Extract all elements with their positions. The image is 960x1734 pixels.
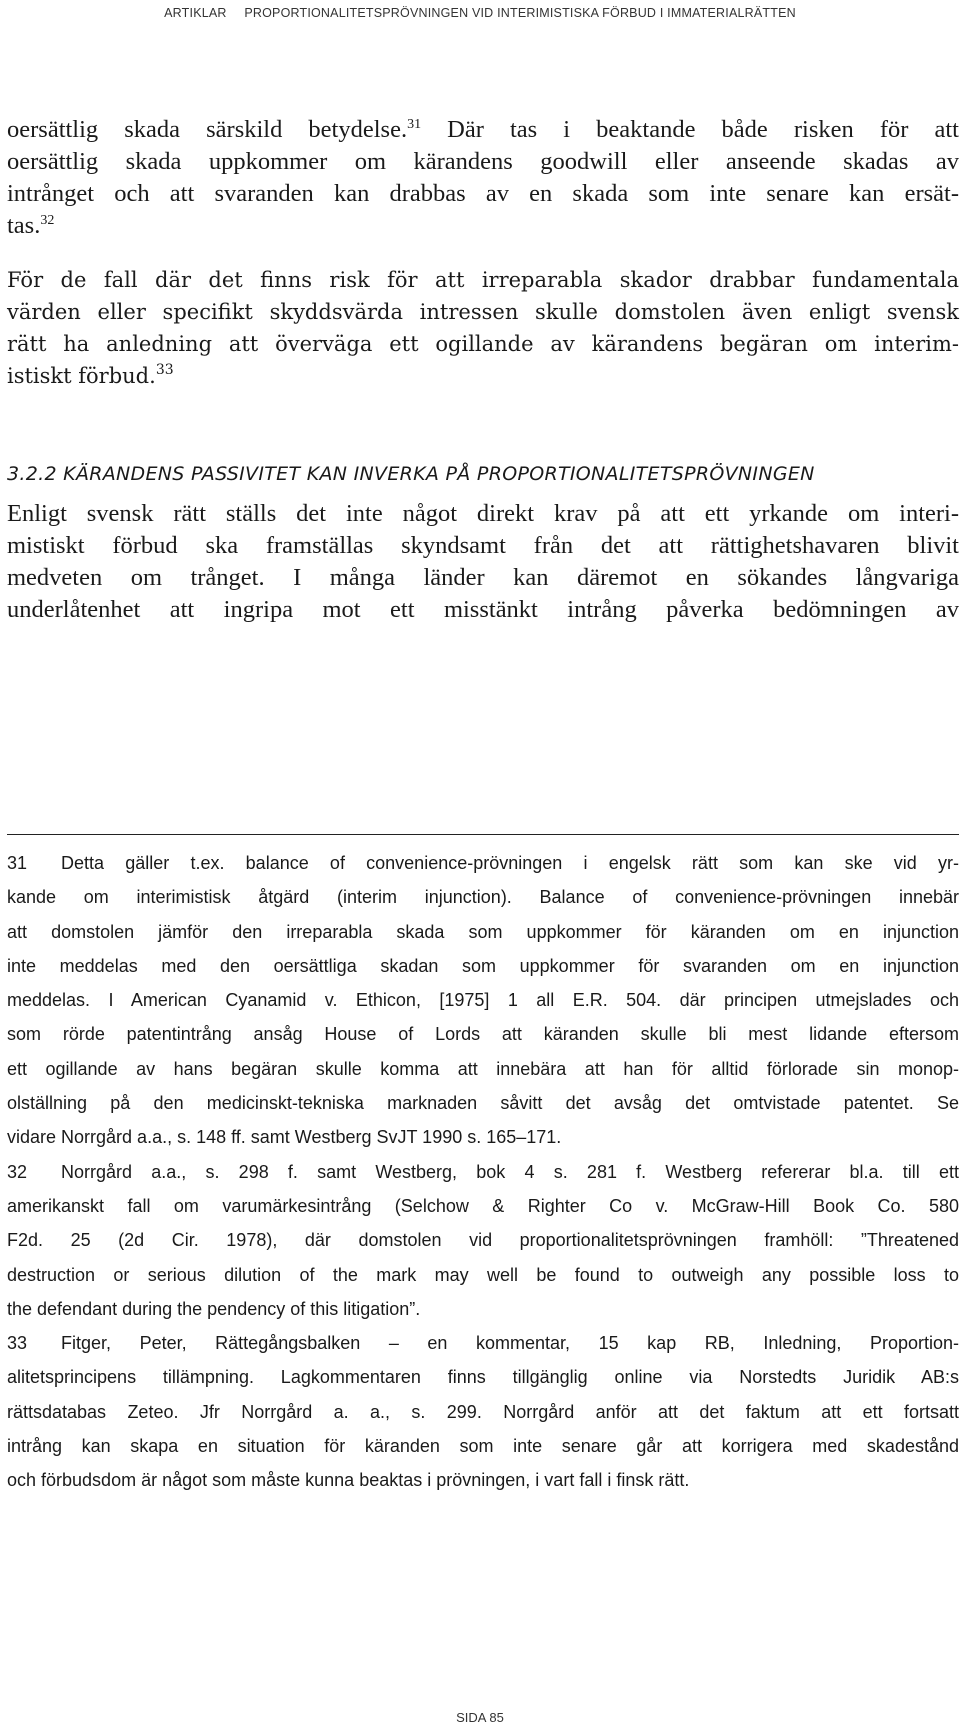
footnote-32-line: destruction or serious dilution of the mark may well be found to outweigh any possible loss to [7,1264,959,1285]
footnote-31-line: inte meddelas med den oersättliga skadan som uppkommer för svaranden om en injunction [7,955,959,976]
footnote-31-line: att domstolen jämför den irreparabla skada som uppkommer för käranden om en injunction [7,921,959,942]
footnote-33-line: alitetsprincipens tillämpning. Lagkommentaren finns tillgänglig online via Norstedts Juridik AB:s [7,1367,959,1388]
paragraph-3 [7,498,959,626]
footnote-31-line: meddelas. I American Cyanamid v. Ethicon, [1975] 1 all E.R. 504. där principen utmejslades och [7,990,959,1011]
running-head-title: PROPORTIONALITETSPRÖVNINGEN VID INTERIMISTISKA FÖRBUD I IMMATERIALRÄTTEN [244,6,796,20]
text-line: intrånget och att svaranden kan drabbas av en skada som inte senare kan ersät- [7,180,959,207]
text-line: underlåtenhet att ingripa mot ett misstänkt intrång påverka bedömningen av [7,596,959,623]
text-span: Fitger, Peter, Rättegångsbalken – en kommentar, 15 kap RB, Inledning, Proportion- [61,1333,959,1354]
paragraph-1 [7,114,959,242]
footnote-ref-33[interactable]: 33 [155,362,174,378]
text-line: medveten om trånget. I många länder kan däremot en sökandes långvariga [7,564,959,591]
footnote-31-line: kande om interimistisk åtgärd (interim injunction). Balance of convenience-prövningen innebär [7,887,959,908]
text-span: oersättlig skada särskild betydelse. [7,116,408,143]
text-line: Enligt svensk rätt ställs det inte något direkt krav på att ett yrkande om interi- [7,500,959,527]
footnote-number-31: 31 [7,853,28,873]
text-line [7,360,959,392]
footnote-33-line [7,1326,959,1360]
footnote-divider [7,834,959,835]
footnote-32-line: amerikanskt fall om varumärkesintrång (Selchow & Righter Co v. McGraw-Hill Book Co. 580 [7,1195,959,1216]
text-span: Norrgård a.a., s. 298 f. samt Westberg, bok 4 s. 281 f. Westberg refererar bl.a. till ett [61,1161,959,1182]
text-line: rätt ha anledning att överväga ett ogillande av kärandens begäran om interim- [7,332,959,356]
text-line: oersättlig skada uppkommer om kärandens goodwill eller anseende skadas av [7,148,959,175]
text-line: mistiskt förbud ska framställas skyndsamt från det att rättighetshavaren blivit [7,532,959,559]
footnote-32-line: the defendant during the pendency of this litigation”. [7,1298,421,1319]
footnote-32-line: F2d. 25 (2d Cir. 1978), där domstolen vid proportionalitetsprövningen framhöll: ”Threatened [7,1230,959,1251]
footnote-ref-31[interactable]: 31 [407,117,422,132]
footnote-31-line: ett ogillande av hans begäran skulle komma att innebära att han för alltid förlorade sin monop- [7,1058,959,1079]
footnote-31-line [7,846,959,880]
section-heading: 3.2.2 KÄRANDENS PASSIVITET KAN INVERKA PÅ PROPORTIONALITETSPRÖVNINGEN [7,463,815,485]
page-number: SIDA 85 [456,1710,504,1725]
footnotes [7,846,959,1498]
running-head [0,6,960,20]
footnote-31-line: vidare Norrgård a.a., s. 148 ff. samt Westberg SvJT 1990 s. 165–171. [7,1127,562,1148]
text-line: För de fall där det finns risk för att irreparabla skador drabbar fundamentala [7,268,959,292]
footnote-33-line: intrång kan skapa en situation för käranden som inte senare går att korrigera med skadestånd [7,1436,959,1457]
footnote-33-line: rättsdatabas Zeteo. Jfr Norrgård a. a., s. 299. Norrgård anför att det faktum att ett fortsatt [7,1401,959,1422]
text-span: Detta gäller t.ex. balance of convenience-prövningen i engelsk rätt som kan ske vid yr- [61,853,959,873]
text-span: istiskt förbud. [7,364,156,388]
text-span: Där tas i beaktande både risken för att [421,116,959,143]
footnote-32-line [7,1155,959,1189]
footnote-number-33: 33 [7,1333,28,1354]
footnote-31-line: som rörde patentintrång ansåg House of Lords att käranden skulle bli mest lidande eftersom [7,1024,959,1045]
paragraph-2 [7,264,959,392]
footnote-33-line: och förbudsdom är något som måste kunna beaktas i prövningen, i vart fall i finsk rätt. [7,1470,690,1491]
text-line [7,210,959,242]
text-line [7,114,959,146]
running-head-section: ARTIKLAR [164,6,227,20]
text-line: värden eller specifikt skyddsvärda intressen skulle domstolen även enligt svensk [7,300,959,324]
text-span: tas. [7,212,41,239]
footnote-number-32: 32 [7,1161,28,1182]
footnote-ref-32[interactable]: 32 [40,213,55,228]
footnote-31-line: olställning på den medicinskt-tekniska marknaden såvitt det avsåg det omtvistade patentet. Se [7,1093,959,1114]
